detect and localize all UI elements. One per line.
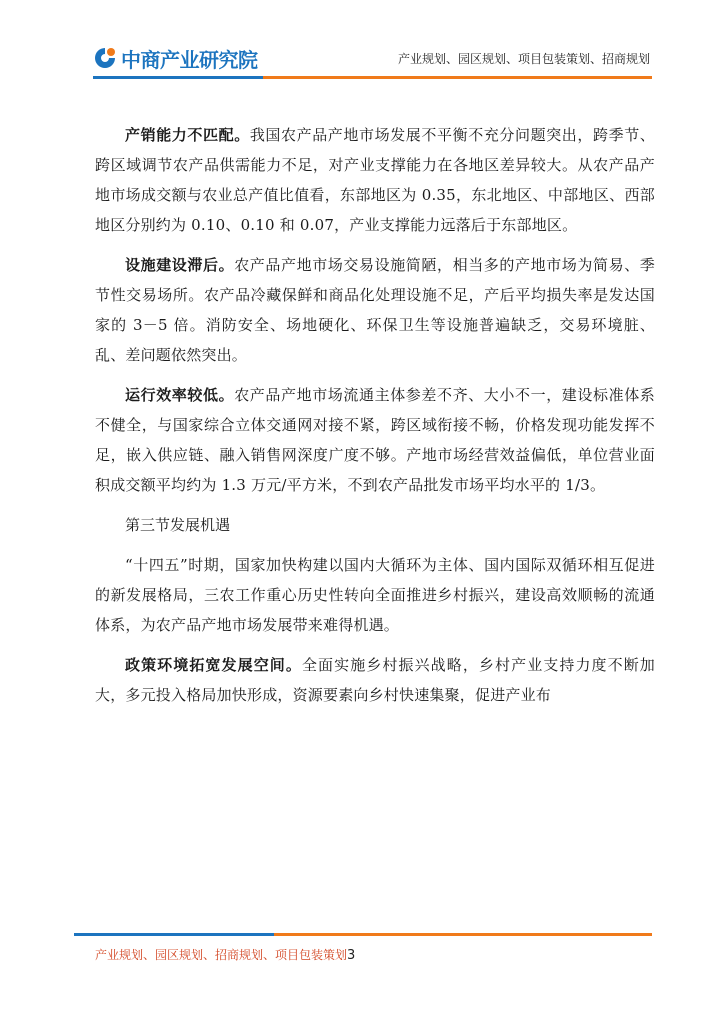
paragraph-text: 农产品产地市场交易设施简陋，相当多的产地市场为简易、季节性交易场所。农产品冷藏保鲜和商品化处理设施不足，产后平均损失率是发达国家的 3－5 倍。消防安全、场地硬化、环保卫生等设施普遍缺乏，交易环境脏、乱、差问题依然突出。: [95, 256, 655, 364]
paragraph-lead: 设施建设滞后。: [125, 256, 235, 274]
footer-divider-orange: [274, 933, 652, 936]
page-header: [0, 0, 724, 80]
paragraph-lead: 运行效率较低。: [125, 386, 235, 404]
logo-text: 中商产业研究院: [121, 47, 258, 72]
paragraph-text: 农产品产地市场流通主体参差不齐、大小不一，建设标准体系不健全，与国家综合立体交通网对接不紧，跨区域衔接不畅，价格发现功能发挥不足，嵌入供应链、融入销售网深度广度不够。产地市场经营效益偏低，单位营业面积成交额平均约为 1.3 万元/平方米，不到农产品批发市场平均水平的 1/3。: [95, 386, 655, 494]
logo-icon: [93, 46, 117, 70]
paragraph: [95, 550, 655, 640]
header-divider-orange: [263, 76, 652, 79]
paragraph-text: 全面实施乡村振兴战略，乡村产业支持力度不断加大，多元投入格局加快形成，资源要素向乡村快速集聚，促进产业布: [95, 656, 656, 704]
paragraph: [95, 250, 655, 370]
section-title: 第三节发展机遇: [125, 516, 231, 534]
paragraph: [95, 380, 655, 500]
logo: [93, 44, 258, 72]
page-footer: [95, 946, 355, 963]
footer-tagline: 产业规划、园区规划、招商规划、项目包装策划: [95, 948, 348, 962]
header-divider-blue: [93, 76, 263, 79]
paragraph-text: 我国农产品产地市场发展不平衡不充分问题突出，跨季节、跨区域调节农产品供需能力不足，对产业支撑能力在各地区差异较大。从农产品产地市场成交额与农业总产值比值看，东部地区为 0.35，东北地区、中部地区、西部地区分别约为 0.10、0.10 和 0.07，产业支撑能力远落后于东部地区。: [95, 126, 656, 234]
paragraph: [95, 650, 655, 710]
footer-divider-blue: [74, 933, 274, 936]
paragraph: [95, 120, 655, 240]
paragraph-lead: 政策环境拓宽发展空间。: [125, 656, 302, 674]
page-number: 3: [347, 948, 356, 963]
paragraph-text: “十四五”时期，国家加快构建以国内大循环为主体、国内国际双循环相互促进的新发展格局，三农工作重心历史性转向全面推进乡村振兴，建设高效顺畅的流通体系，为农产品产地市场发展带来难得机遇。: [95, 556, 655, 634]
document-body: [95, 120, 655, 720]
header-tagline: 产业规划、园区规划、项目包装策划、招商规划: [397, 52, 650, 66]
paragraph-lead: 产销能力不匹配。: [125, 126, 250, 144]
